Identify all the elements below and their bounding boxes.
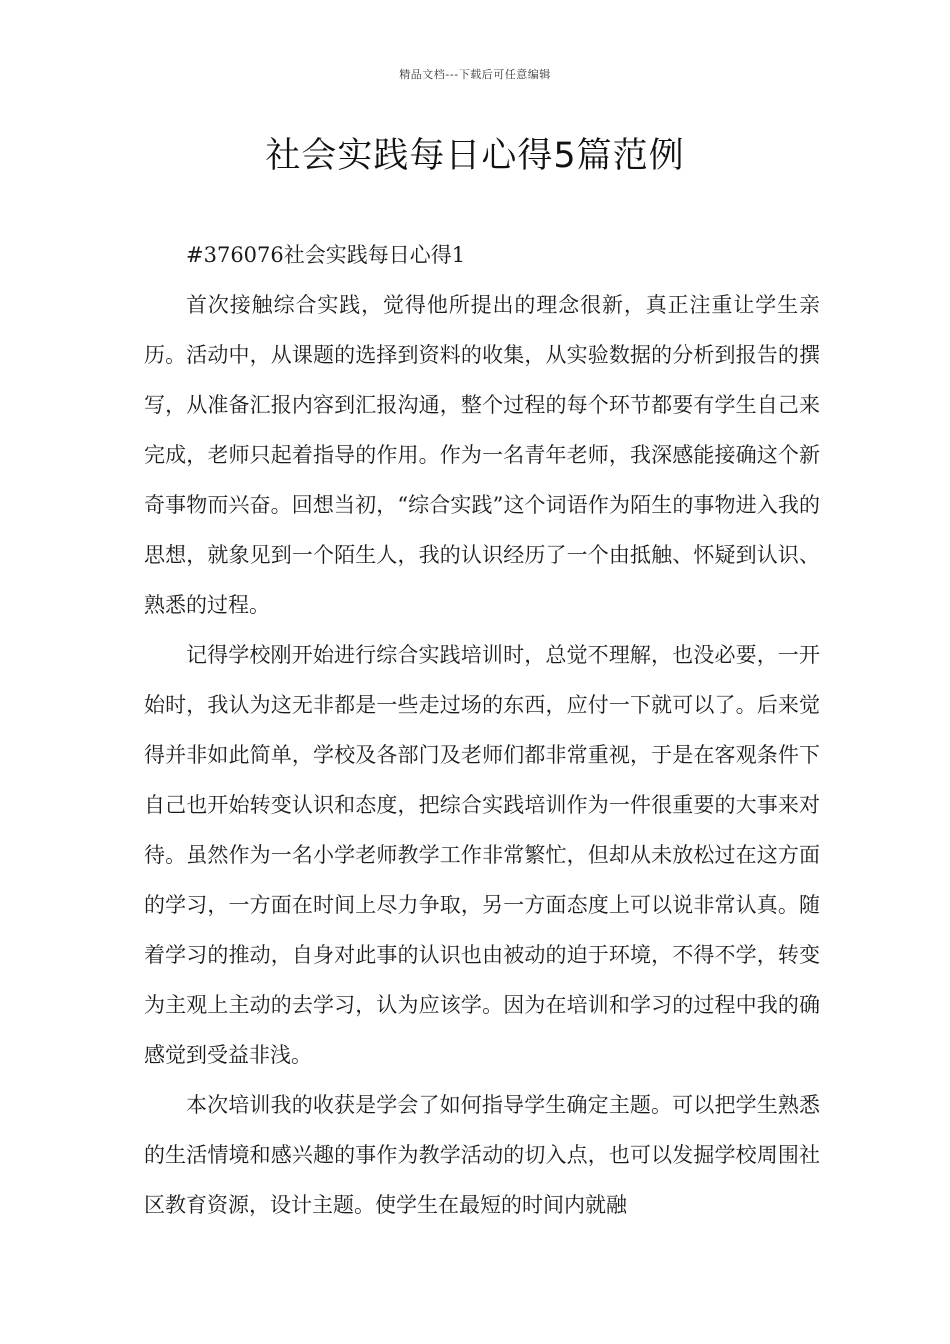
section-heading: #376076社会实践每日心得1 [186,243,466,267]
document-title: 社会实践每日心得5篇范例 [265,136,685,176]
page-header-note: 精品文档---下载后可任意编辑 [399,68,551,81]
document-body [144,230,820,1230]
paragraph-2: 记得学校刚开始进行综合实践培训时，总觉不理解，也没必要，一开始时，我认为这无非都是一些走过场的东西，应付一下就可以了。后来觉得并非如此简单，学校及各部门及老师们都非常重视，于是在客观条件下自己也开始转变认识和态度，把综合实践培训作为一件很重要的大事来对待。虽然作为一名小学老师教学工作非常繁忙，但却从未放松过在这方面的学习，一方面在时间上尽力争取，另一方面态度上可以说非常认真。随着学习的推动，自身对此事的认识也由被动的迫于环境，不得不学，转变为主观上主动的去学习，认为应该学。因为在培训和学习的过程中我的确感觉到受益非浅。 [144,643,820,1067]
paragraph-3: 本次培训我的收获是学会了如何指导学生确定主题。可以把学生熟悉的生活情境和感兴趣的事作为教学活动的切入点，也可以发掘学校周围社区教育资源，设计主题。使学生在最短的时间内就融 [144,1093,820,1217]
paragraph-1: 首次接触综合实践，觉得他所提出的理念很新，真正注重让学生亲历。活动中，从课题的选择到资料的收集，从实验数据的分析到报告的撰写，从准备汇报内容到汇报沟通，整个过程的每个环节都要有学生自己来完成，老师只起着指导的作用。作为一名青年老师，我深感能接确这个新奇事物而兴奋。回想当初，“综合实践”这个词语作为陌生的事物进入我的思想，就象见到一个陌生人，我的认识经历了一个由抵触、怀疑到认识、熟悉的过程。 [144,293,820,617]
